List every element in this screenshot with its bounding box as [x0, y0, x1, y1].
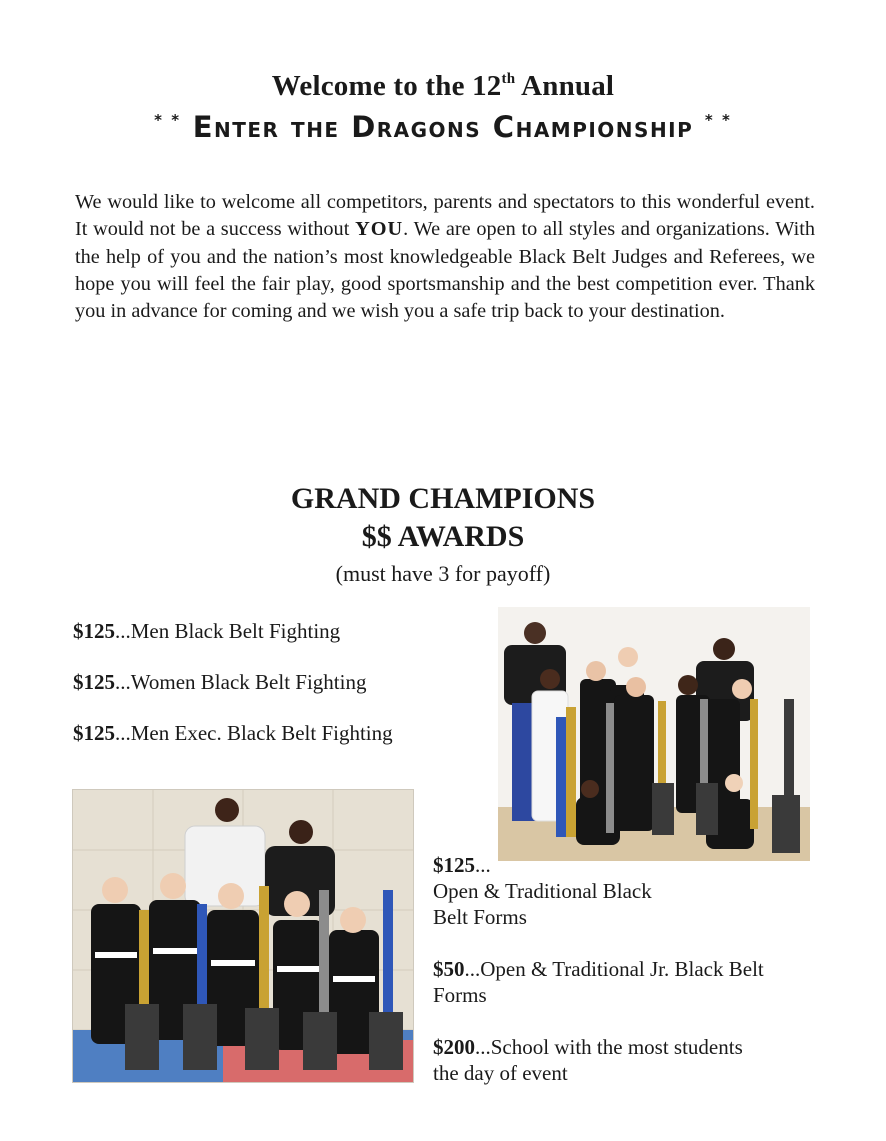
welcome-paragraph: We would like to welcome all competitors, parents and spectators to this wonderful event. It would not be a success without YOU. We are open to all styles and organizations. With the help of you and the nation’s most knowledgeable Black Belt Judges and Referees, we hope you will feel the fair play, good sportsmanship and the best competition ever. Thank you in advance for coming and we wish you a safe trip back to your destination.	[75, 191, 815, 323]
group-photo-right	[498, 607, 810, 861]
event-name-heading	[0, 110, 886, 144]
award-open-traditional-bb-forms: $125... Open & Traditional Black Belt Forms	[433, 853, 652, 929]
award-school-most-students: $200...School with the most students the day of event	[433, 1035, 743, 1085]
event-welcome-heading: Welcome to the 12th Annual	[271, 70, 615, 102]
group-photo-left	[72, 789, 414, 1083]
grand-champions-heading: GRAND CHAMPIONS $$ AWARDS	[290, 482, 596, 553]
award-women-bb-fighting: $125...Women Black Belt Fighting	[73, 670, 367, 694]
award-jr-bb-forms: $50...Open & Traditional Jr. Black Belt Forms	[433, 957, 764, 1007]
award-men-exec-bb-fighting: $125...Men Exec. Black Belt Fighting	[73, 721, 393, 745]
event-name: Enter the Dragons Championship	[192, 110, 694, 144]
stars-right: * *	[704, 111, 732, 129]
you-emphasis: YOU	[355, 218, 404, 241]
award-men-bb-fighting: $125...Men Black Belt Fighting	[73, 619, 341, 643]
stars-left: * *	[154, 111, 182, 129]
payoff-note: (must have 3 for payoff)	[335, 561, 551, 586]
